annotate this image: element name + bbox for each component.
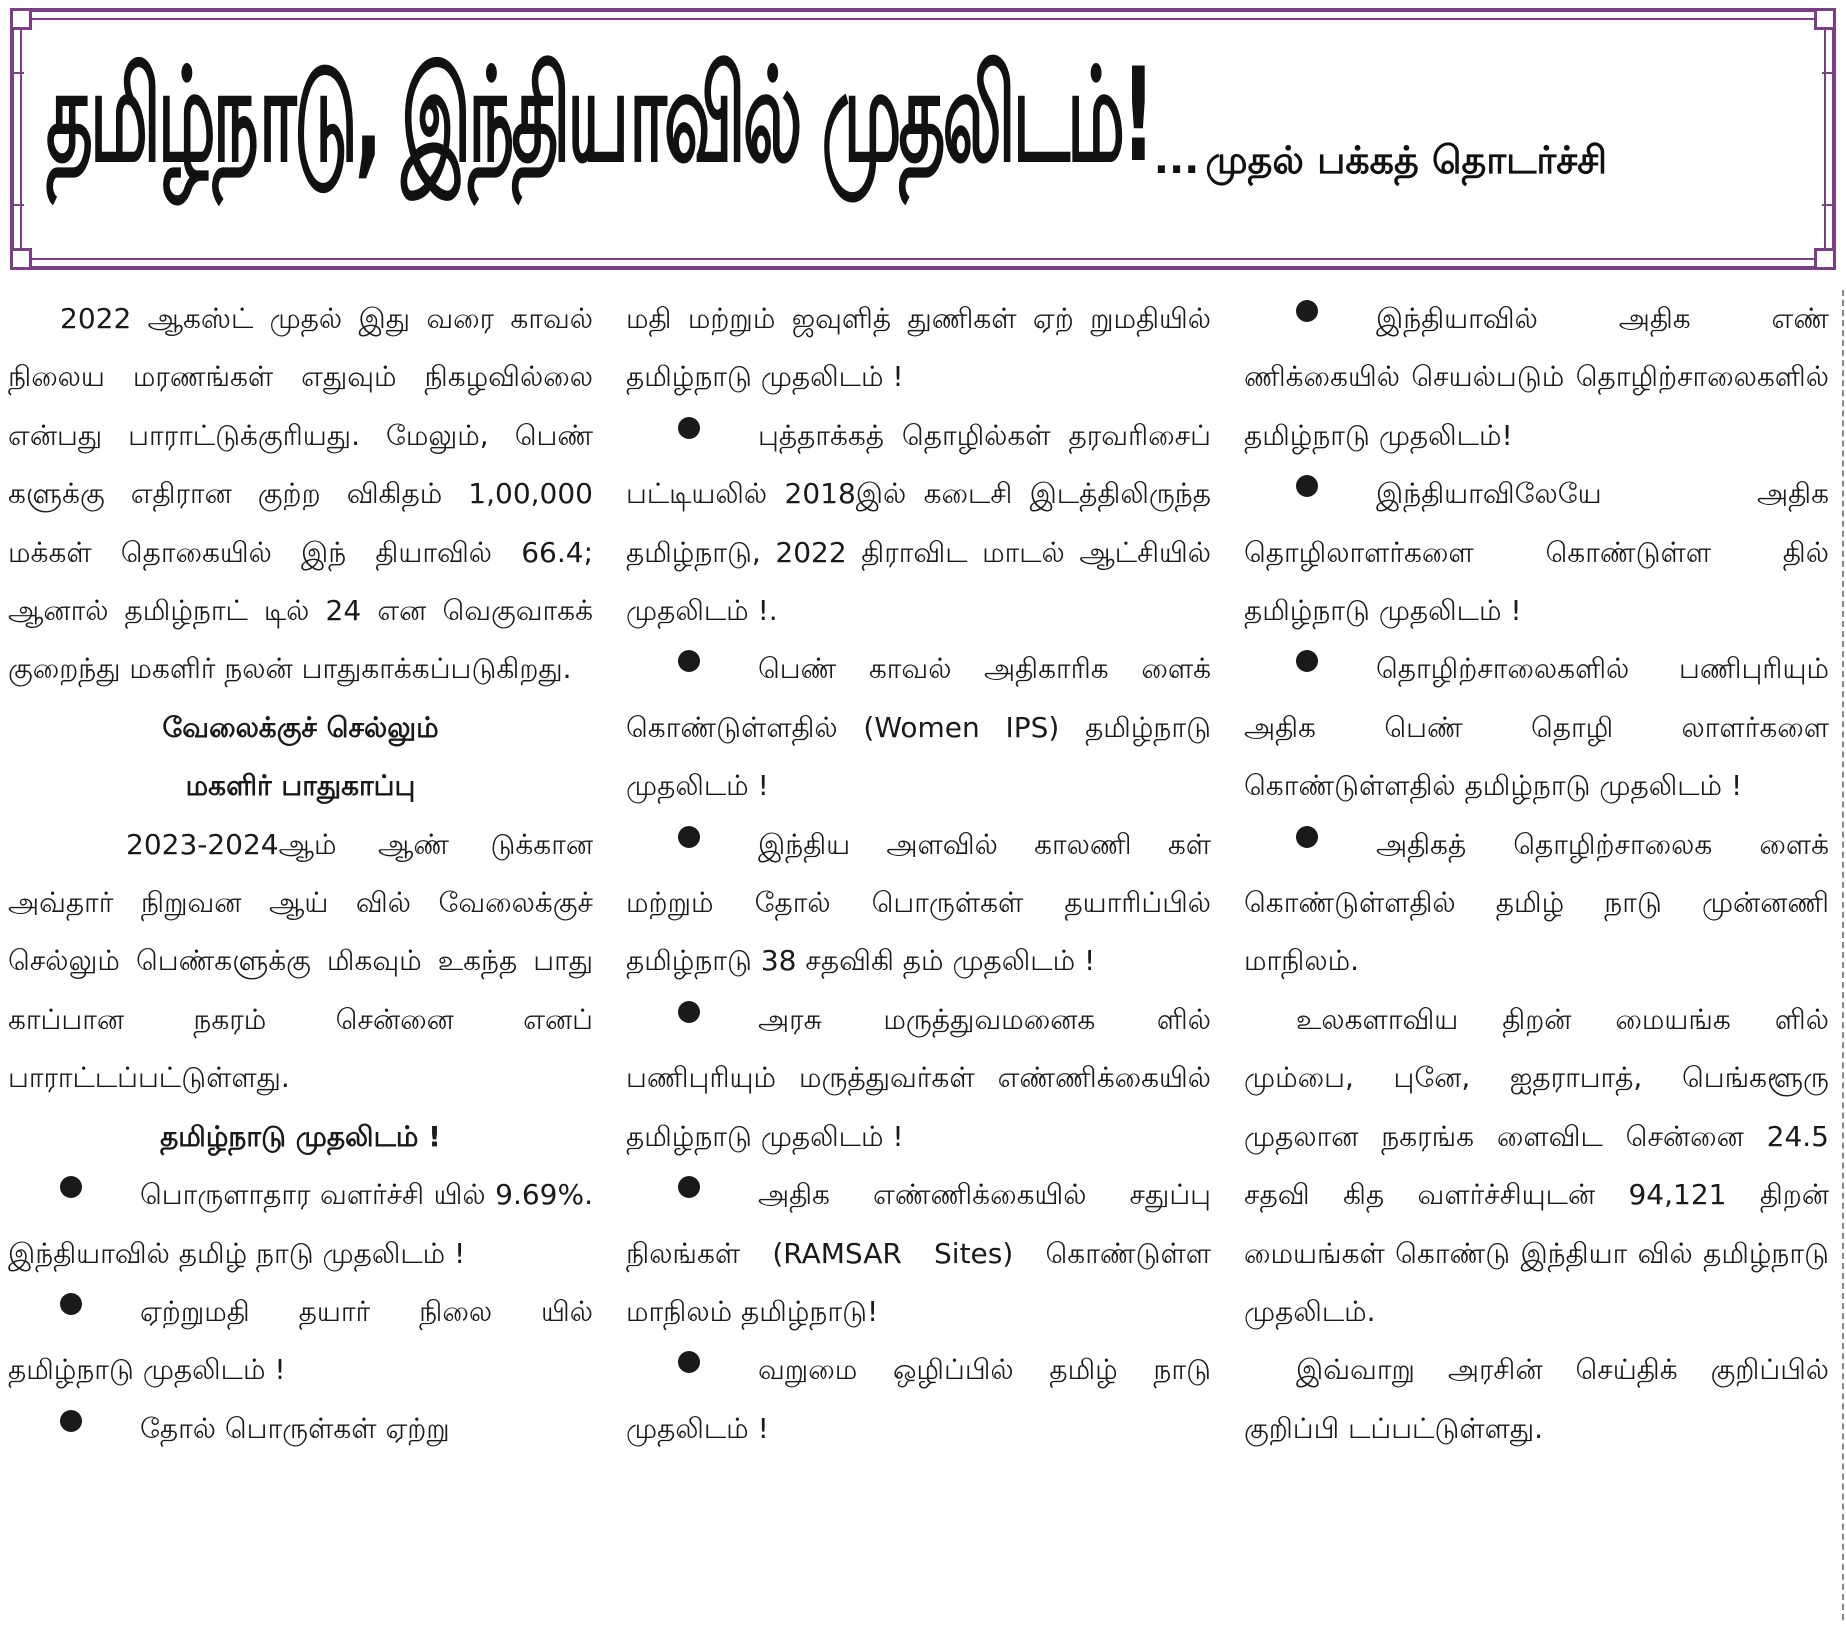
page-cut-line <box>1842 290 1844 1620</box>
list-item <box>626 816 1211 991</box>
subheading-line: மகளிர் பாதுகாப்பு <box>185 769 416 803</box>
ornament-corner-top-right <box>1814 8 1836 30</box>
avtar-survey-paragraph: 2023-2024ஆம் ஆண் டுக்கான அவ்தார் நிறுவன ஆய் வில் வேலைக்குச் செல்லும் பெண்களுக்கு மிகவும் உகந்த பாது காப்பான நகரம் சென்னை எனப் பாராட்டப்பட்டுள்ளது. <box>8 827 593 1095</box>
ornament-corner-top-left <box>10 8 32 30</box>
subheading-working-women <box>8 699 593 816</box>
list-item <box>1244 816 1829 991</box>
ornament-tick <box>1822 204 1836 206</box>
bullet-icon <box>678 826 700 848</box>
list-item-text: புத்தாக்கத் தொழில்கள் தரவரிசைப் பட்டியலில் 2018இல் கடைசி இடத்திலிருந்த தமிழ்நாடு, 2022 திராவிட மாடல் ஆட்சியில் முதலிடம் !. <box>626 418 1211 628</box>
continuation-paragraph: மதி மற்றும் ஜவுளித் துணிகள் ஏற் றுமதியில் தமிழ்நாடு முதலிடம் ! <box>626 302 1211 394</box>
list-item <box>8 1166 593 1283</box>
headline-title: தமிழ்நாடு, இந்தியாவில் முதலிடம்! <box>46 39 1152 191</box>
list-item-text: அதிக எண்ணிக்கையில் சதுப்பு நிலங்கள் (RAMSAR Sites) கொண்டுள்ள மாநிலம் தமிழ்நாடு! <box>626 1178 1211 1328</box>
headline-row <box>46 39 1808 220</box>
list-item-text: ஏற்றுமதி தயார் நிலை யில் தமிழ்நாடு முதலிடம் ! <box>8 1294 593 1387</box>
list-item-text: வறுமை ஒழிப்பில் தமிழ் நாடு முதலிடம் ! <box>626 1353 1211 1445</box>
list-item <box>626 407 1211 641</box>
bullet-icon <box>678 650 700 672</box>
closing-paragraph: இவ்வாறு அரசின் செய்திக் குறிப்பில் குறிப்பி டப்பட்டுள்ளது. <box>1244 1353 1829 1445</box>
ornament-tick <box>10 72 24 74</box>
article-column-1 <box>8 290 593 1458</box>
list-item <box>1244 465 1829 640</box>
list-item-text: பெண் காவல் அதிகாரிக ளைக் கொண்டுள்ளதில் (Women IPS) தமிழ்நாடு முதலிடம் ! <box>626 652 1211 803</box>
list-item <box>626 640 1211 815</box>
subheading-line: வேலைக்குச் செல்லும் <box>162 710 439 744</box>
list-item <box>626 1166 1211 1341</box>
list-item-text: இந்தியாவிலேயே அதிக தொழிலாளர்களை கொண்டுள்ள தில் தமிழ்நாடு முதலிடம் ! <box>1244 477 1829 628</box>
bullet-icon <box>60 1410 82 1432</box>
bullet-icon <box>678 1176 700 1198</box>
bullet-icon <box>678 1351 700 1373</box>
list-item-text: அதிகத் தொழிற்சாலைக ளைக் கொண்டுள்ளதில் தமிழ் நாடு முன்னணி மாநிலம். <box>1244 827 1829 978</box>
intro-paragraph: 2022 ஆகஸ்ட் முதல் இது வரை காவல் நிலைய மரணங்கள் எதுவும் நிகழவில்லை என்பது பாராட்டுக்குரியது. மேலும், பெண் களுக்கு எதிரான குற்ற விகிதம் 1,00,000 மக்கள் தொகையில் இந் தியாவில் 66.4; ஆனால் தமிழ்நாட் டில் 24 என வெகுவாகக் குறைந்து மகளிர் நலன் பாதுகாக்கப்படுகிறது. <box>8 302 593 686</box>
list-item-text: தொழிற்சாலைகளில் பணிபுரியும் அதிக பெண் தொழி லாளர்களை கொண்டுள்ளதில் தமிழ்நாடு முதலிடம் ! <box>1244 652 1829 803</box>
list-item <box>1244 290 1829 465</box>
list-item <box>626 991 1211 1166</box>
list-item-text: பொருளாதார வளர்ச்சி யில் 9.69%. இந்தியாவில் தமிழ் நாடு முதலிடம் ! <box>8 1178 593 1270</box>
list-item-text: அரசு மருத்துவமனைக ளில் பணிபுரியும் மருத்துவர்கள் எண்ணிக்கையில் தமிழ்நாடு முதலிடம் ! <box>626 1002 1211 1153</box>
headline-continuation-label: முதல் பக்கத் தொடர்ச்சி <box>1205 138 1608 182</box>
headline-box <box>10 8 1836 270</box>
bullet-icon <box>1296 300 1318 322</box>
bullet-icon <box>678 1001 700 1023</box>
bullet-icon <box>1296 826 1318 848</box>
list-item <box>1244 640 1829 815</box>
ornament-tick <box>1822 72 1836 74</box>
bullet-icon <box>60 1176 82 1198</box>
list-item <box>8 1283 593 1400</box>
ornament-corner-bottom-left <box>10 248 32 270</box>
bullet-icon <box>1296 650 1318 672</box>
ornament-corner-bottom-right <box>1814 248 1836 270</box>
capability-centres-paragraph: உலகளாவிய திறன் மையங்க ளில் மும்பை, புனே, ஐதராபாத், பெங்களூரு முதலான நகரங்க ளைவிட சென்னை 24.5 சதவி கித வளர்ச்சியுடன் 94,121 திறன் மையங்கள் கொண்டு இந்தியா வில் தமிழ்நாடு முதலிடம். <box>1244 1002 1829 1328</box>
list-item <box>8 1400 593 1458</box>
list-item-text: இந்தியாவில் அதிக எண் ணிக்கையில் செயல்படும் தொழிற்சாலைகளில் தமிழ்நாடு முதலிடம்! <box>1244 302 1829 452</box>
bullet-icon <box>60 1293 82 1315</box>
ornament-tick <box>10 204 24 206</box>
subheading-tamilnadu-first: தமிழ்நாடு முதலிடம் ! <box>160 1119 441 1153</box>
bullet-icon <box>678 417 700 439</box>
article-column-2 <box>626 290 1211 1458</box>
article-column-3 <box>1244 290 1829 1458</box>
bullet-icon <box>1296 475 1318 497</box>
headline-ellipsis: ... <box>1153 137 1200 183</box>
list-item-text: இந்திய அளவில் காலணி கள் மற்றும் தோல் பொருள்கள் தயாரிப்பில் தமிழ்நாடு 38 சதவிகி தம் முதலிடம் ! <box>626 827 1211 978</box>
list-item-text: தோல் பொருள்கள் ஏற்று <box>140 1411 450 1445</box>
list-item <box>626 1341 1211 1458</box>
